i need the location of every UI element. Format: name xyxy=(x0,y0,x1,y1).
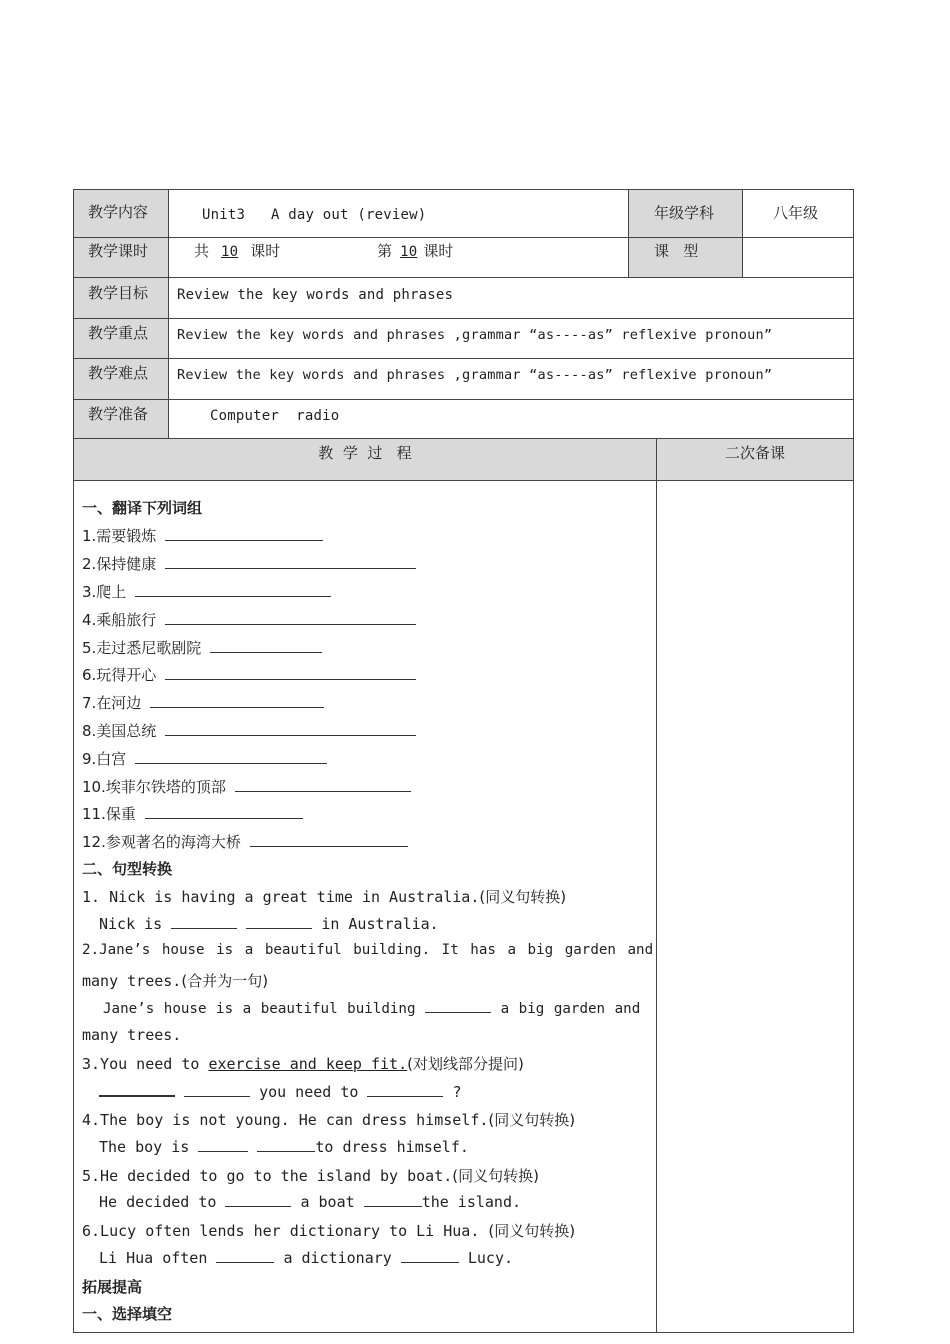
answer-blank[interactable] xyxy=(135,749,327,764)
goal-label: 教学目标 xyxy=(74,278,169,318)
q1-text: 1. Nick is having a great time in Australia. xyxy=(82,888,480,906)
hours-total-value: 10 xyxy=(221,244,239,260)
item-10-label: 10.埃菲尔铁塔的顶部 xyxy=(82,778,226,796)
q2-cont: many trees. xyxy=(82,972,182,990)
item-6-label: 6.玩得开心 xyxy=(82,666,157,684)
q4-answer-pre: The boy is xyxy=(99,1138,190,1156)
q5-answer-pre: He decided to xyxy=(99,1193,217,1211)
content-value: Unit3 A day out (review) xyxy=(202,207,427,223)
answer-1 xyxy=(99,914,439,933)
answer-blank[interactable] xyxy=(246,914,312,929)
answer-blank[interactable] xyxy=(225,1192,291,1207)
prep-label: 教学准备 xyxy=(74,400,169,438)
answer-blank[interactable] xyxy=(198,1137,248,1152)
row-hours xyxy=(74,238,853,278)
q6-note: (同义句转换) xyxy=(488,1222,576,1240)
secondary-notes-column xyxy=(657,481,853,1332)
q6-answer-mid: a dictionary xyxy=(283,1249,392,1267)
answer-blank[interactable] xyxy=(99,1081,175,1097)
grade-value: 八年级 xyxy=(773,204,819,222)
q2-answer-cont: many trees. xyxy=(82,1026,182,1044)
hours-current-prefix: 第 xyxy=(377,242,393,260)
item-8-label: 8.美国总统 xyxy=(82,722,157,740)
answer-blank[interactable] xyxy=(171,914,237,929)
answer-blank[interactable] xyxy=(425,998,491,1013)
answer-blank[interactable] xyxy=(250,832,408,847)
question-1 xyxy=(82,886,566,907)
item-4-label: 4.乘船旅行 xyxy=(82,611,157,629)
answer-blank[interactable] xyxy=(184,1082,250,1097)
list-item xyxy=(82,553,416,574)
answer-blank[interactable] xyxy=(165,526,323,541)
item-3-label: 3.爬上 xyxy=(82,583,127,601)
q6-text: 6.Lucy often lends her dictionary to Li Hua. xyxy=(82,1222,480,1240)
hours-current-suffix: 课时 xyxy=(423,242,454,260)
answer-blank[interactable] xyxy=(364,1192,422,1207)
question-6 xyxy=(82,1220,575,1241)
q1-answer-post: in Australia. xyxy=(321,915,439,933)
answer-blank[interactable] xyxy=(401,1248,459,1263)
item-1-label: 1.需要锻炼 xyxy=(82,527,157,545)
question-3 xyxy=(82,1053,524,1074)
answer-blank[interactable] xyxy=(150,693,324,708)
answer-blank[interactable] xyxy=(165,721,416,736)
list-item xyxy=(82,637,322,658)
question-5 xyxy=(82,1165,539,1186)
row-key xyxy=(74,319,853,359)
list-item xyxy=(82,748,327,769)
difficult-label: 教学难点 xyxy=(74,359,169,399)
item-2-label: 2.保持健康 xyxy=(82,555,157,573)
q4-note: (同义句转换) xyxy=(488,1111,576,1129)
answer-blank[interactable] xyxy=(165,665,416,680)
q2-answer-post: a big garden and xyxy=(500,1001,641,1017)
process-side-title: 二次备课 xyxy=(724,444,785,462)
process-body xyxy=(74,481,657,1332)
list-item xyxy=(82,803,303,824)
section2-heading: 二、句型转换 xyxy=(82,860,173,878)
q3-pre: 3.You need to xyxy=(82,1055,209,1073)
answer-blank[interactable] xyxy=(367,1082,443,1097)
item-7-label: 7.在河边 xyxy=(82,694,142,712)
key-label: 教学重点 xyxy=(74,319,169,358)
answer-5 xyxy=(99,1192,521,1211)
q2-answer-pre: Jane’s house is a beautiful building xyxy=(103,1001,416,1017)
item-9-label: 9.白宫 xyxy=(82,750,127,768)
answer-blank[interactable] xyxy=(257,1137,315,1152)
answer-3 xyxy=(99,1081,462,1101)
q2-note: (合并为一句) xyxy=(181,972,269,990)
hours-current-value: 10 xyxy=(400,244,418,260)
q6-answer-post: Lucy. xyxy=(467,1249,514,1267)
q5-note: (同义句转换) xyxy=(452,1167,539,1185)
question-2 xyxy=(82,942,653,958)
q5-answer-post: the island. xyxy=(421,1193,522,1211)
list-item xyxy=(82,525,323,546)
row-process-header xyxy=(74,439,853,481)
grade-label: 年级学科 xyxy=(628,190,743,237)
q5-text: 5.He decided to go to the island by boat. xyxy=(82,1167,453,1185)
lesson-plan-table xyxy=(73,189,854,1333)
answer-blank[interactable] xyxy=(210,638,322,653)
row-prep xyxy=(74,400,853,439)
q3-answer-mid: you need to xyxy=(259,1083,359,1101)
list-item xyxy=(82,609,416,630)
q1-note: (同义句转换) xyxy=(479,888,567,906)
answer-blank[interactable] xyxy=(135,582,331,597)
q3-underlined: exercise and keep fit. xyxy=(208,1055,408,1073)
answer-blank[interactable] xyxy=(165,610,416,625)
question-4 xyxy=(82,1109,575,1130)
key-value: Review the key words and phrases ,grammar “as----as” reflexive pronoun” xyxy=(177,327,773,343)
hours-total-suffix: 课时 xyxy=(250,242,281,260)
type-label: 课 型 xyxy=(628,238,743,277)
question-2-cont xyxy=(82,970,268,991)
answer-2 xyxy=(103,998,640,1017)
answer-blank[interactable] xyxy=(216,1248,274,1263)
hours-total-prefix: 共 xyxy=(194,242,210,260)
answer-blank[interactable] xyxy=(165,554,416,569)
q2-text: 2.Jane’s house is a beautiful building. It has a big garden and xyxy=(82,942,654,958)
hours-label: 教学课时 xyxy=(74,238,169,277)
answer-6 xyxy=(99,1248,513,1267)
difficult-value: Review the key words and phrases ,grammar “as----as” reflexive pronoun” xyxy=(177,367,773,383)
row-difficult xyxy=(74,359,853,400)
list-item xyxy=(82,581,331,602)
type-value xyxy=(743,238,853,277)
content-label: 教学内容 xyxy=(74,190,169,237)
item-12-label: 12.参观著名的海湾大桥 xyxy=(82,833,241,851)
q5-answer-mid: a boat xyxy=(300,1193,355,1211)
list-item xyxy=(82,776,411,797)
goal-value: Review the key words and phrases xyxy=(177,287,454,303)
answer-blank[interactable] xyxy=(235,777,411,792)
row-goal xyxy=(74,278,853,319)
q3-note: (对划线部分提问) xyxy=(407,1055,524,1073)
q4-answer-post: to dress himself. xyxy=(315,1138,469,1156)
section3-sub-heading: 一、选择填空 xyxy=(82,1305,173,1323)
list-item xyxy=(82,664,416,685)
answer-blank[interactable] xyxy=(145,804,303,819)
answer-4 xyxy=(99,1137,469,1156)
row-content xyxy=(74,190,853,238)
section3-heading: 拓展提高 xyxy=(82,1278,143,1296)
section1-heading: 一、翻译下列词组 xyxy=(82,499,203,517)
process-title: 教 学 过 程 xyxy=(74,439,657,480)
list-item xyxy=(82,831,408,852)
q1-answer-pre: Nick is xyxy=(99,915,163,933)
item-11-label: 11.保重 xyxy=(82,805,136,823)
prep-value: Computer radio xyxy=(210,408,340,424)
item-5-label: 5.走过悉尼歌剧院 xyxy=(82,639,202,657)
list-item xyxy=(82,720,416,741)
q4-text: 4.The boy is not young. He can dress himself. xyxy=(82,1111,489,1129)
hours-value xyxy=(169,238,628,277)
q3-answer-end: ? xyxy=(452,1083,462,1101)
list-item xyxy=(82,692,324,713)
q6-answer-pre: Li Hua often xyxy=(99,1249,208,1267)
answer-2-cont xyxy=(82,1026,181,1044)
